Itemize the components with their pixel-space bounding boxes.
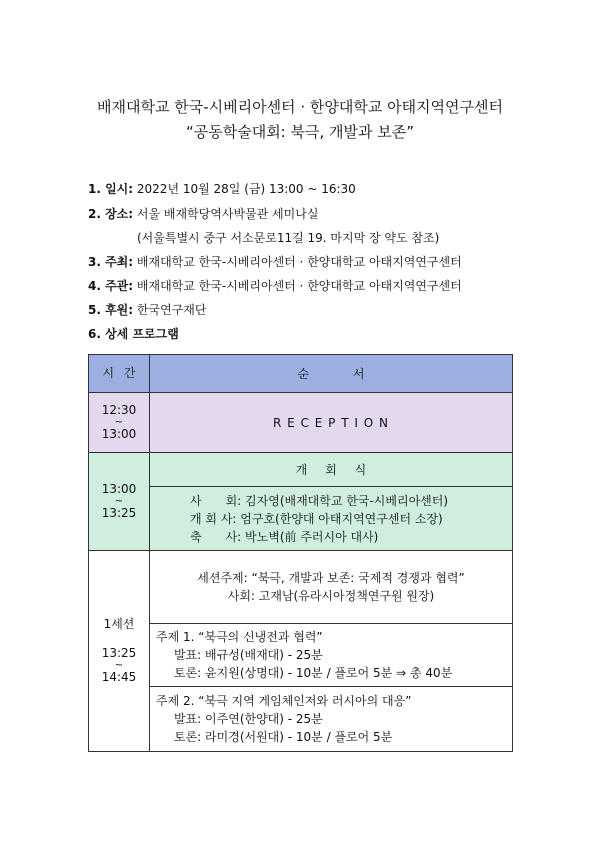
opening-chair: 사 회: 김자영(배재대학교 한국-시베리아센터) [190,493,449,508]
info-value: 2022년 10월 28일 (금) 13:00 ~ 16:30 [136,182,356,196]
opening-title: 개 회 식 [150,453,513,487]
document-title: 배재대학교 한국-시베리아센터 · 한양대학교 아태지역연구센터 [97,98,503,116]
time-end: 13:25 [101,506,137,520]
program-table [88,354,513,752]
opening-detail-row [89,487,513,551]
topic-title: 주제 2. “북극 지역 게임체인저와 러시아의 대응” [156,694,412,708]
time-start: 12:30 [101,403,137,417]
info-value: 한국연구재단 [136,303,207,317]
table-header-row [89,355,513,393]
time-tilde: ~ [114,496,124,507]
time-end: 14:45 [101,670,137,684]
info-venue [88,205,318,222]
opening-details [150,487,513,551]
session-name: 1세션 [103,617,135,631]
info-address: (서울특별시 중구 서소문로11길 19. 마지막 장 약도 참조) [137,231,440,245]
session1-topic1-row [89,624,513,687]
opening-time [89,453,150,551]
session-chair: 사회: 고재남(유라시아정책연구원 원장) [227,589,435,603]
info-value: 배재대학교 한국-시베리아센터 · 한양대학교 아태지역연구센터 [136,255,462,269]
info-program-heading [88,325,179,342]
opening-address: 개 회 사: 엄구호(한양대 아태지역연구센터 소장) [190,511,443,526]
time-tilde: ~ [114,660,124,671]
reception-label: R E C E P T I O N [150,393,513,453]
session1-topic2-row [89,687,513,752]
topic-discussion: 토론: 윤지원(상명대) - 10분 / 플로어 5분 ⇒ 총 40분 [174,666,453,680]
info-label: 6. 상세 프로그램 [88,327,179,341]
info-value: 배재대학교 한국-시베리아센터 · 한양대학교 아태지역연구센터 [136,279,462,293]
info-sponsor [88,301,206,318]
info-host [88,253,462,270]
info-label: 2. 장소: [88,207,134,221]
info-label: 3. 주최: [88,255,134,269]
topic-discussion: 토론: 라미경(서원대) - 10분 / 플로어 5분 [174,730,393,744]
info-label: 4. 주관: [88,279,134,293]
session1-topic1 [150,624,513,687]
session1-time [89,551,150,752]
time-end: 13:00 [101,427,137,441]
session1-theme-row [89,551,513,624]
topic-presenter: 발표: 배규성(배재대) - 25분 [174,648,323,662]
session1-topic2 [150,687,513,752]
opening-congratulation: 축 사: 박노벽(前 주러시아 대사) [190,529,379,544]
conference-title: “공동학술대회: 북극, 개발과 보존” [185,123,415,141]
topic-title: 주제 1. “북극의 신냉전과 협력” [156,630,323,644]
info-value: 서울 배재학당역사박물관 세미나실 [136,207,319,221]
time-start: 13:25 [101,646,137,660]
reception-row [89,393,513,453]
topic-presenter: 발표: 이주연(한양대) - 25분 [174,712,323,726]
info-label: 1. 일시: [88,182,134,196]
time-tilde: ~ [114,417,124,428]
info-organizer [88,277,462,294]
info-date [88,180,356,197]
session1-theme [150,551,513,624]
column-header-time: 시 간 [89,355,150,393]
session-theme: 세션주제: “북극, 개발과 보존: 국제적 경쟁과 협력” [197,571,465,585]
info-label: 5. 후원: [88,303,134,317]
column-header-order: 순 서 [150,355,513,393]
time-start: 13:00 [101,482,137,496]
reception-time [89,393,150,453]
opening-title-row [89,453,513,487]
